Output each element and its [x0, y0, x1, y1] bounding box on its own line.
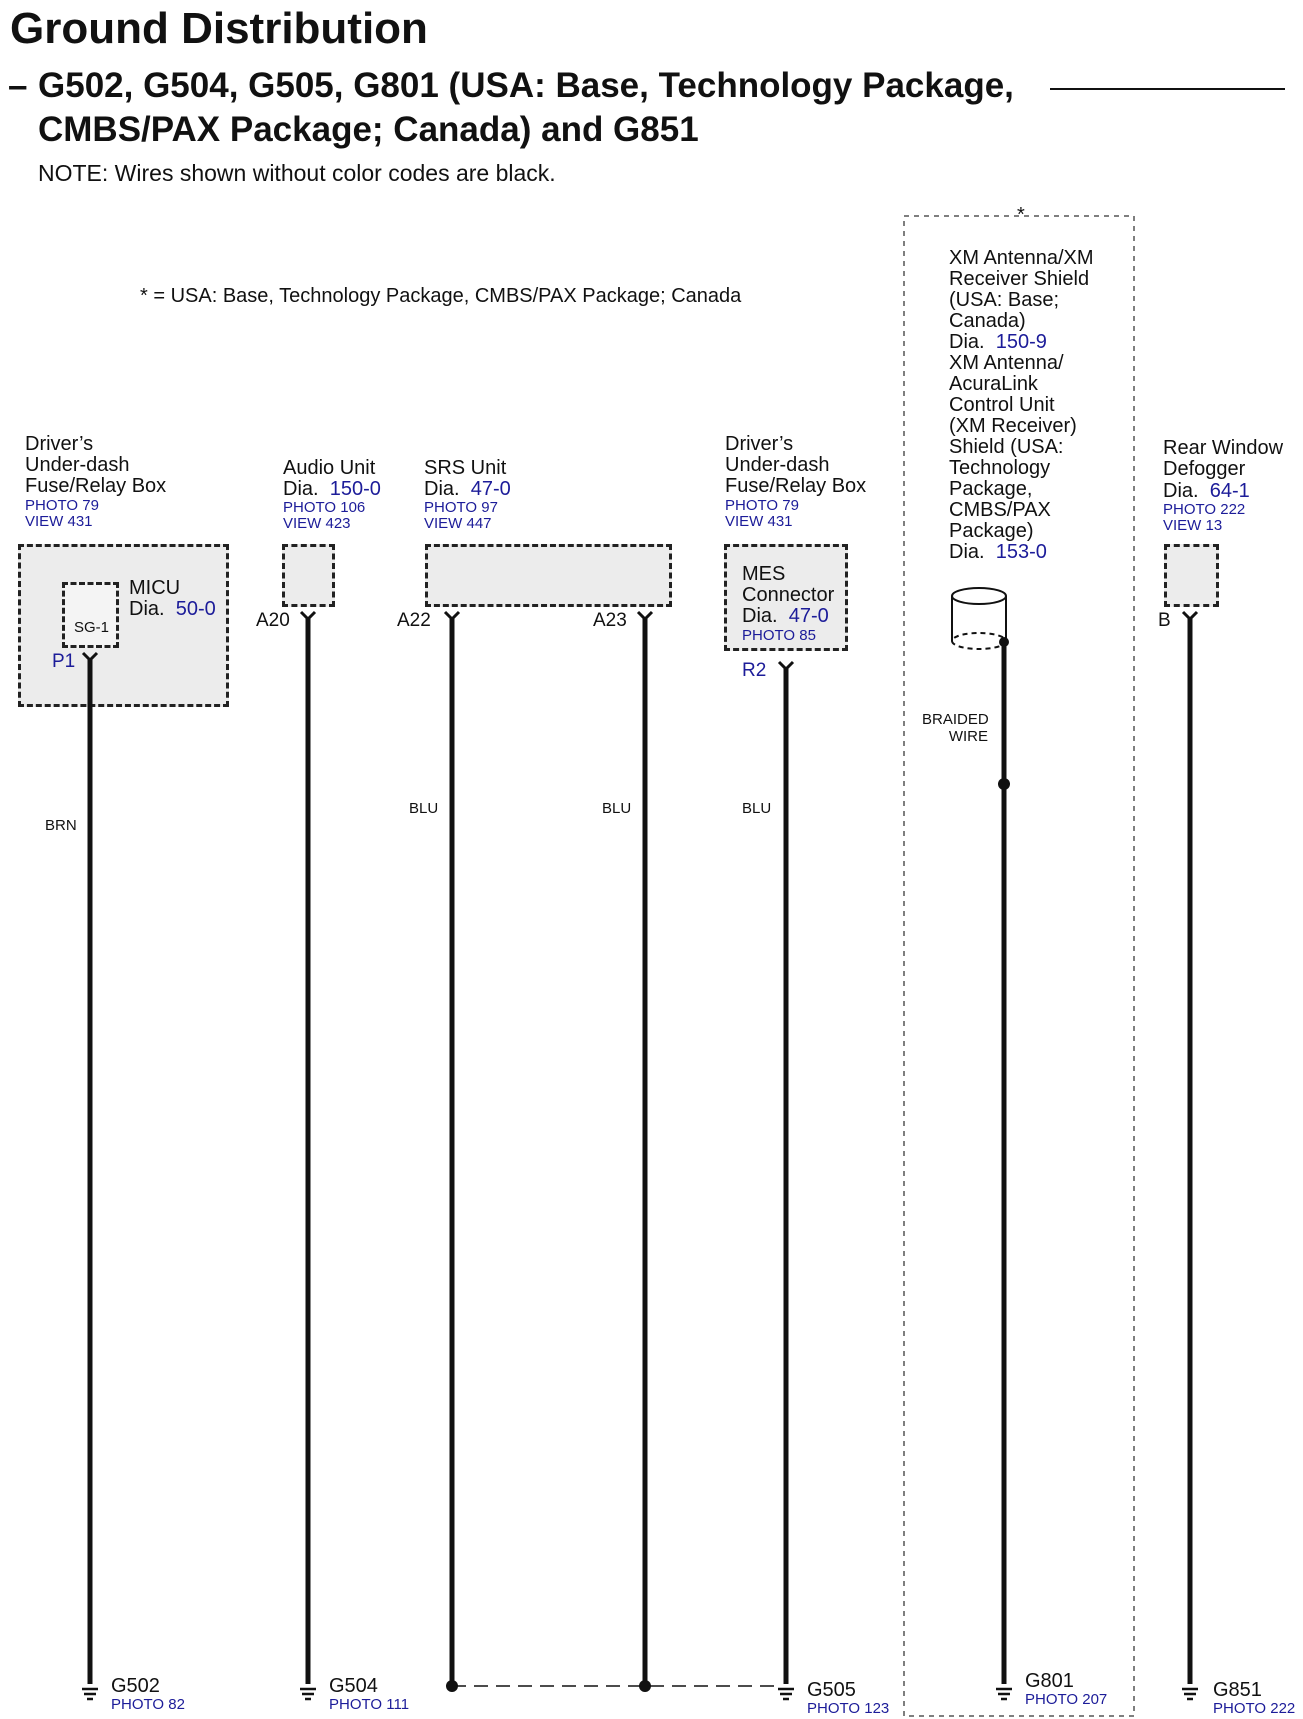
defogger-dia-link[interactable]: 64-1: [1209, 480, 1250, 502]
defogger-dia: Dia. 64-1: [1163, 480, 1250, 502]
micu-sg1-label: SG-1: [74, 619, 110, 636]
audio-unit-dia-link[interactable]: 150-0: [329, 478, 381, 500]
braided-end-dot: [998, 778, 1010, 790]
mes-connector-photo-link[interactable]: PHOTO 85: [742, 627, 816, 644]
pin-r2: R2: [742, 660, 767, 681]
defogger-label: Rear Window Defogger: [1163, 437, 1284, 480]
micu-name: MICU: [129, 577, 181, 599]
ground-g504-label: G504: [329, 1675, 378, 1697]
subtitle-line-1: G502, G504, G505, G801 (USA: Base, Technology Package,: [38, 66, 1014, 105]
xm-optional-star: *: [1017, 204, 1025, 226]
fuse-box-2-view-link[interactable]: VIEW 431: [725, 513, 793, 530]
xm-dia-link-2[interactable]: 153-0: [995, 541, 1047, 563]
srs-unit-name: SRS Unit: [424, 457, 507, 479]
ground-g505-label: G505: [807, 1679, 856, 1701]
braided-wire-label: BRAIDED WIRE: [922, 711, 989, 745]
ground-g502-label: G502: [111, 1675, 160, 1697]
splice-dot-a22: [446, 1680, 458, 1692]
page-title: Ground Distribution: [10, 4, 428, 53]
mes-connector-label: MES Connector: [742, 563, 835, 606]
micu-dia: Dia. 50-0: [129, 598, 216, 620]
pin-p1: P1: [52, 651, 76, 672]
ground-g801-photo-link[interactable]: PHOTO 207: [1025, 1691, 1108, 1708]
pin-a22: A22: [397, 610, 431, 631]
ground-icon-g851: [1182, 1689, 1198, 1699]
pin-a23: A23: [593, 610, 627, 631]
ground-g504-photo-link[interactable]: PHOTO 111: [329, 1696, 410, 1713]
fuse-box-2-photo-link[interactable]: PHOTO 79: [725, 497, 799, 514]
audio-unit-view-link[interactable]: VIEW 423: [283, 515, 351, 532]
splice-dot-a23: [639, 1680, 651, 1692]
ground-icon-g504: [300, 1689, 316, 1699]
pin-a20: A20: [256, 610, 290, 631]
fuse-box-2-label: Driver’s Under-dash Fuse/Relay Box: [725, 433, 867, 497]
srs-unit-dia: Dia. 47-0: [424, 478, 511, 500]
xm-shield-label: XM Antenna/XM Receiver Shield (USA: Base; Canada) Dia. 150-9 XM Antenna/ AcuraLink Control Unit (XM Receiver) Shield (USA: Technology Package, CMBS/PAX Package) Dia. 153-0: [949, 247, 1094, 563]
fuse-box-1-label: Driver’s Under-dash Fuse/Relay Box: [25, 433, 167, 497]
footnote-legend: * = USA: Base, Technology Package, CMBS/PAX Package; Canada: [140, 285, 742, 307]
xm-dia-link-1[interactable]: 150-9: [995, 331, 1047, 353]
ground-g505-photo-link[interactable]: PHOTO 123: [807, 1700, 890, 1717]
wire-color-blu-a22: BLU: [409, 800, 439, 817]
wire-color-blu-a23: BLU: [602, 800, 632, 817]
ground-icon-g801: [996, 1689, 1012, 1699]
ground-icon-g505: [778, 1689, 794, 1699]
srs-unit-view-link[interactable]: VIEW 447: [424, 515, 492, 532]
ground-g851-label: G851: [1213, 1679, 1262, 1701]
audio-unit-dia: Dia. 150-0: [283, 478, 381, 500]
audio-unit-name: Audio Unit: [283, 457, 376, 479]
shield-dot: [999, 637, 1009, 647]
mes-connector-dia-link[interactable]: 47-0: [788, 605, 829, 627]
ground-icon-g502: [82, 1689, 98, 1699]
wire-color-brn: BRN: [45, 817, 77, 834]
micu-dia-link[interactable]: 50-0: [175, 598, 216, 620]
fuse-box-1-view-link[interactable]: VIEW 431: [25, 513, 93, 530]
shield-cylinder-icon: [952, 588, 1006, 649]
wire-color-blu-r2: BLU: [742, 800, 772, 817]
audio-unit-photo-link[interactable]: PHOTO 106: [283, 499, 366, 516]
fuse-box-1-photo-link[interactable]: PHOTO 79: [25, 497, 99, 514]
ground-g502-photo-link[interactable]: PHOTO 82: [111, 1696, 185, 1713]
defogger-photo-link[interactable]: PHOTO 222: [1163, 501, 1246, 518]
mes-connector-dia: Dia. 47-0: [742, 605, 829, 627]
srs-unit-photo-link[interactable]: PHOTO 97: [424, 499, 498, 516]
ground-g801-label: G801: [1025, 1670, 1074, 1692]
subtitle-line-2: CMBS/PAX Package; Canada) and G851: [38, 110, 699, 149]
subtitle-dash: –: [8, 66, 28, 105]
defogger-view-link[interactable]: VIEW 13: [1163, 517, 1223, 534]
srs-unit-dia-link[interactable]: 47-0: [470, 478, 511, 500]
ground-g851-photo-link[interactable]: PHOTO 222: [1213, 1700, 1296, 1717]
pin-b: B: [1158, 610, 1171, 631]
wire-color-note: NOTE: Wires shown without color codes are black.: [38, 160, 556, 186]
